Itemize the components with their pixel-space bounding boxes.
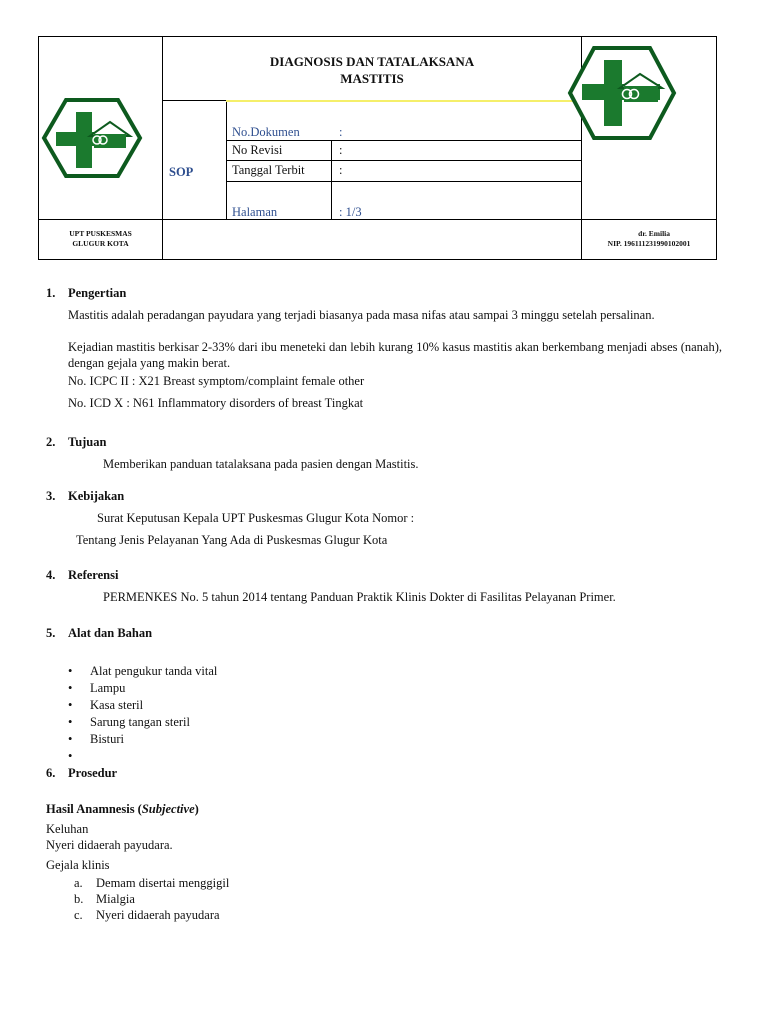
- section-prosedur-title: 6. Prosedur: [46, 766, 118, 780]
- list-item: a. Demam disertai menggigil: [74, 876, 230, 890]
- section-referensi-title: 4. Referensi: [46, 568, 119, 582]
- tujuan-text: Memberikan panduan tatalaksana pada pasien dengan Mastitis.: [103, 457, 419, 471]
- kebijakan-line-1: Surat Keputusan Kepala UPT Puskesmas Glugur Kota Nomor :: [97, 511, 415, 525]
- referensi-text: PERMENKES No. 5 tahun 2014 tentang Panduan Praktik Klinis Dokter di Fasilitas Pelayanan Primer.: [103, 590, 616, 604]
- row-value-tanggal-terbit: :: [339, 163, 343, 177]
- icd-code: No. ICD X : N61 Inflammatory disorders of breast Tingkat: [68, 396, 364, 410]
- row-value-no-dokumen: :: [339, 125, 343, 139]
- list-item: • Kasa steril: [68, 698, 144, 712]
- row-label-halaman: Halaman: [232, 205, 278, 219]
- row-label-tanggal-terbit: Tanggal Terbit: [232, 163, 305, 177]
- row-value-no-revisi: :: [339, 143, 343, 157]
- anamnesis-heading: Hasil Anamnesis (Subjective): [46, 802, 199, 816]
- gejala-label: Gejala klinis: [46, 858, 110, 872]
- keluhan-text: Nyeri didaerah payudara.: [46, 838, 173, 852]
- puskesmas-logo-right: [566, 44, 678, 142]
- document-title: DIAGNOSIS DAN TATALAKSANA MASTITIS: [269, 54, 475, 86]
- section-alat-title: 5. Alat dan Bahan: [46, 626, 153, 640]
- signer-block: dr. Emilia NIP. 196111231990102001: [607, 229, 691, 248]
- keluhan-label: Keluhan: [46, 822, 89, 836]
- pengertian-paragraph-1: Mastitis adalah peradangan payudara yang terjadi biasanya pada masa nifas atau sampai 3 minggu setelah persalinan.: [68, 308, 655, 322]
- list-item: • Sarung tangan steril: [68, 715, 190, 729]
- row-label-no-dokumen: No.Dokumen: [232, 125, 300, 139]
- list-item: b. Mialgia: [74, 892, 135, 906]
- section-pengertian-title: 1. Pengertian: [46, 286, 127, 300]
- pengertian-paragraph-2: Kejadian mastitis berkisar 2-33% dari ibu meneteki dan lebih kurang 10% kasus mastitis akan berkembang menjadi abses (nanah), dengan gejala yang makin berat.: [68, 340, 722, 370]
- icpc-code: No. ICPC II : X21 Breast symptom/complaint female other: [68, 374, 365, 388]
- list-item: • Lampu: [68, 681, 126, 695]
- list-item: c. Nyeri didaerah payudara: [74, 908, 220, 922]
- section-tujuan-title: 2. Tujuan: [46, 435, 107, 449]
- kebijakan-line-2: Tentang Jenis Pelayanan Yang Ada di Puskesmas Glugur Kota: [76, 533, 388, 547]
- list-item: • Bisturi: [68, 732, 125, 746]
- section-kebijakan-title: 3. Kebijakan: [46, 489, 125, 503]
- row-label-no-revisi: No Revisi: [232, 143, 283, 157]
- list-item: • Alat pengukur tanda vital: [68, 664, 218, 678]
- organization-name: UPT PUSKESMAS GLUGUR KOTA: [69, 229, 132, 248]
- puskesmas-logo-left: [40, 96, 144, 180]
- sop-label: SOP: [169, 165, 194, 179]
- list-item: •: [68, 749, 73, 763]
- row-value-halaman: : 1/3: [339, 205, 362, 219]
